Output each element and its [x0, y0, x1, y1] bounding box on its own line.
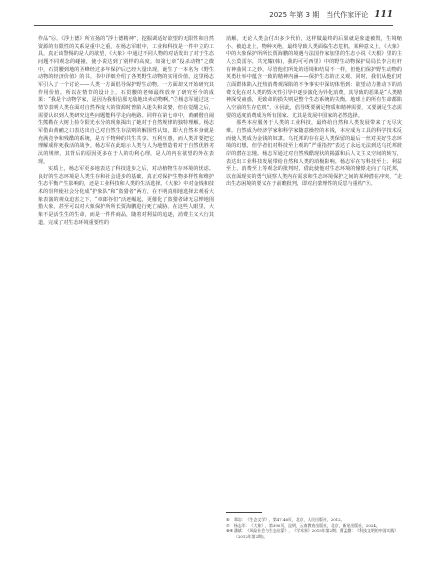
footnote-mark: ⑦ — [226, 522, 230, 528]
running-header — [34, 10, 393, 24]
left-column — [38, 36, 214, 227]
right-column — [226, 36, 402, 189]
footnote-text: 杨志军：《大象》，第390页，昆明，云南教育出版社，北京，新星出版社，2024。 — [234, 522, 380, 528]
left-paragraph-2: 实质上，杨志军更多地表达了科技进步之后，对动植物生存环境的忧虑。良好的生态环境是人类生存和社会进步的基础，真正对保护生物多样性和维护生态平衡产生影响的，还是工业科技和人类的生活选择。《大象》中对金钱和技术的崇拜使社会分化成“护象队”和“盗猎者”两方，在不明真相地选择去观看大象表演的观众迫害之下，“章郎谷们”活迹崛起，更催化了盗猎者肆无忌惮地围猎大象，甚至可以对大象保护所所长贾海鹏进行死亡威胁。在这些人眼里，大象不是活生生的生命，而是一件件商品，随着对利益的追逐，消费主义大行其道，完成了对生态环境重要性的 — [38, 166, 214, 226]
header-text — [269, 10, 393, 20]
left-paragraph-1: 作品”⑥。《浮士德》所宣扬的“浮士德精神”，挖掘调适好欲望的无限性和自然资源的有限性的关系是重中之重。在杨志军眼中，工业和科技是一件中立的工具，真正该警惕的是人的欲望，《大象》中通过不同人物的对话发出了对于生态问题不同观念的碰撞，使小说达到了别样的高度。如第七章“役杀动物”之微中，石贯腰到地的圣峰经过多年保护后已经大量出现，诞生了一本名为《野生动物的经济价值》的书。书中详细介绍了各类野生动物的实用价值，这里杨志军引入了一个讨论——人类一方面倡导保护野生动物，一方面却又开始研究其作用价值。所以在情节的设计上，石贯腰的老师最终放弃了研究至今的成果：“我是个动物学家，是因为我相信那无敌地出卖动物啊。”⑦杨志军通过这一情节表明人类在面对自然界庞大的资源时曾陷入迷失和贪婪，但在觉醒之后，需要认识到人类研究这些问题能科学走向绝路。同样在第七章中，黄鹂偕自闹生熊勒在大树上捡令阳光水分的现象揭出了她对于自然规律的独特理解。杨志军借由黄鹂之口表达出自己对自然生存法则的解围性认知，即大自然本身就是充满竞争和残酷的系统，是万千物种的共生共享、互利互惠，而人类并要把它理解成你死我活的战争。杨志军在此暗示人类与人为地塑造着对于自然优胜劣汰的规律，其背后的原因更多在于人的功利心理，是人的内在欲望的外在表现。 — [38, 36, 214, 165]
footnote-mark: ⑧⑨ — [226, 528, 233, 534]
header-rule — [34, 25, 393, 26]
right-paragraph-2: 那些本应服务于人类的工业科技，最终给自然和人类发展带来了无尽灾难。自然成为经济学家和科学家随意操控的本钱，本应成为工具的科学技术反而使人类成为金钱的奴隶。乌托邦的存在是人类保留的最后一丝对美好生态环境的幻想，但学者们对科技至上观的“严重指控”表达了永远无法到达乌托邦彼岸的潜在忘憧。杨志军通过对自然残酷现状的揭露和后人文主义空间的转写，表达出工业科技发展带给自然和人类的消极影响。杨志军在写科技至上、利益至上、消费至上等观念的批判时，借此使他对生态环境的憧憬走向了乌托邦，以直面现实的勇气展察人类内在需求和生态环境保护之间的某种潜在冲突，“走出生态困境的要义在于前瞻批判，即对启蒙理性的反思与重构”⑨。 — [226, 120, 402, 188]
footnote-text: 郑岩：《生态文学》，第47.46页，北京，人民出版社，2012。 — [234, 517, 345, 522]
footnotes — [226, 517, 402, 539]
footnote-item — [226, 528, 402, 539]
footnote-mark: ⑥ — [226, 517, 230, 522]
footnote-rule — [226, 512, 262, 513]
page-number: 111 — [374, 10, 393, 20]
footnote-text: 潘斌：《风险社会与生态启蒙》，《学术界》2015年第2期；曹孟勤：《科技文明的中国实践》（2012年第2期)。 — [234, 528, 399, 539]
journal-issue: 2025 年第 3 期 当代作家评论 — [269, 11, 369, 19]
right-paragraph-1: 消解，无论人类会付出多少代价，这样做最终的后果就是象道被毁，生境缩小、被迫北上，物种灭绝，最终导致人类面临生态危机。某种意义上，《大象》中的大象保护所所长贾海鹏的境遇与法国作家加里的生态小说《天根》里的主人公莫雷尔，共光耀(韩)，我的可可西里》中的野生动物保护局局长李言杠杆有神曲同工之妙。尽管他们所处的语境和结局不一样，但他们保护野生动物的英勇壮举中蕴含一致的精神内涵——保护生态的正义观。同时，我们从他们对立面群体陷入狂热消费观深陷的不争事实中深切体悟到：欲望动力推动下的消费文化在对人类的毁灭性引导中逐步演化为异化消费，其导致的恶果是“人类精神深受蛊惑，更致命的损失则是整个生态系统的失衡，地球上的所有生命都陷入空前的生存危机”。⑧因此，倡导既要满足物质和精神需要，又要满足生态需要的适度消费成为所有国家、尤其是发展中国家的必然选择。 — [226, 36, 402, 119]
